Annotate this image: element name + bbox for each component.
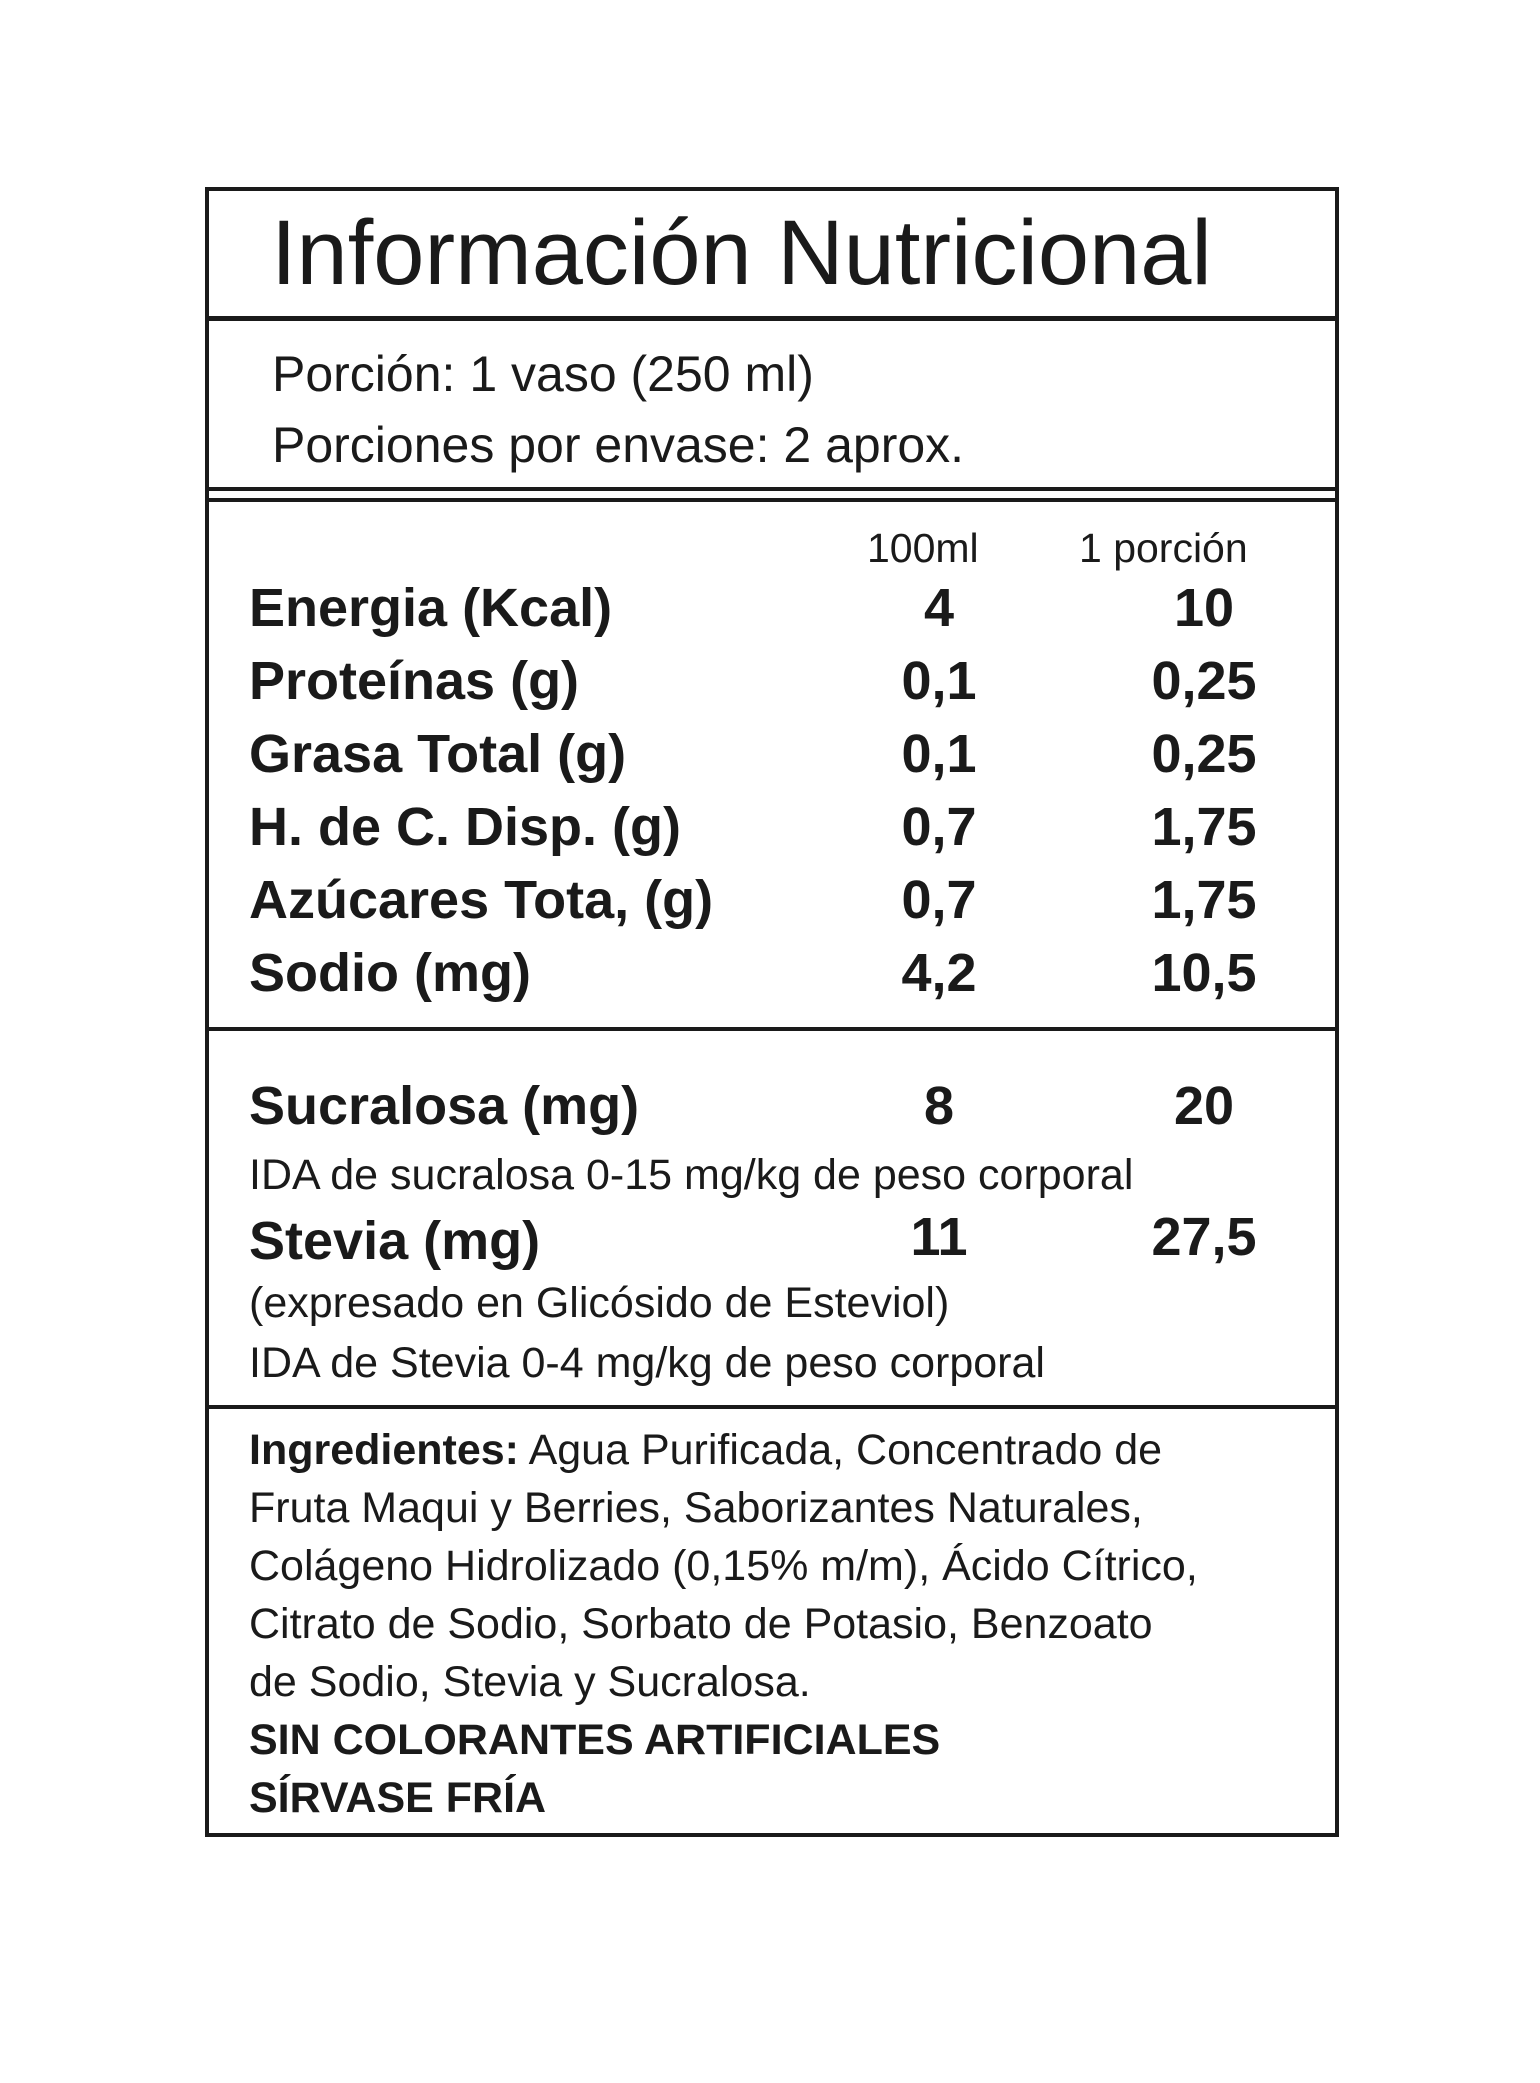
ingredients-block [249, 1421, 1319, 1827]
ingredients-line: de Sodio, Stevia y Sucralosa. [249, 1658, 811, 1706]
nutrient-value-portion: 10,5 [1151, 943, 1257, 1003]
ingredients-line: Colágeno Hidrolizado (0,15% m/m), Ácido Cítrico, [249, 1542, 1198, 1590]
serving-size: Porción: 1 vaso (250 ml) [272, 346, 814, 402]
nutrient-value-100ml: 0,7 [901, 797, 977, 857]
nutrition-label [205, 187, 1339, 1837]
nutrient-value-100ml: 0,1 [901, 724, 977, 784]
nutrient-label: Grasa Total (g) [249, 724, 627, 784]
nutrient-label: Energia (Kcal) [249, 578, 613, 638]
sweetener-label: Sucralosa (mg) [249, 1076, 640, 1136]
nutrient-value-portion: 1,75 [1151, 870, 1257, 930]
nutrient-value-portion: 0,25 [1151, 651, 1257, 711]
divider [209, 1405, 1335, 1409]
nutrient-value-100ml: 0,7 [901, 870, 977, 930]
sweetener-label: Stevia (mg) [249, 1211, 541, 1271]
stevia-expressed-note: (expresado en Glicósido de Esteviol) [249, 1279, 950, 1327]
ingredients-heading: Ingredientes: [249, 1426, 519, 1474]
ingredients-text: Agua Purificada, Concentrado de [519, 1426, 1163, 1474]
sweetener-value-portion: 20 [1173, 1076, 1235, 1136]
sweetener-value-100ml: 11 [910, 1207, 968, 1267]
serve-cold-note: SÍRVASE FRÍA [249, 1774, 547, 1822]
no-artificial-colors-note: SIN COLORANTES ARTIFICIALES [249, 1716, 941, 1764]
sweetener-value-100ml: 8 [923, 1076, 955, 1136]
nutrient-value-100ml: 4,2 [901, 943, 977, 1003]
nutrient-label: H. de C. Disp. (g) [249, 797, 681, 857]
nutrient-value-100ml: 4 [923, 578, 955, 638]
stevia-ida-note: IDA de Stevia 0-4 mg/kg de peso corporal [249, 1339, 1045, 1387]
nutrient-value-portion: 1,75 [1151, 797, 1257, 857]
ingredients-line [249, 1421, 1319, 1479]
nutrient-value-portion: 10 [1173, 578, 1235, 638]
divider [209, 498, 1335, 502]
divider [209, 316, 1335, 321]
nutrient-value-portion: 0,25 [1151, 724, 1257, 784]
sucralose-ida-note: IDA de sucralosa 0-15 mg/kg de peso corporal [249, 1151, 1134, 1199]
divider [209, 1027, 1335, 1031]
nutrient-label: Proteínas (g) [249, 651, 580, 711]
nutrient-value-100ml: 0,1 [901, 651, 977, 711]
column-header-100ml: 100ml [867, 525, 979, 571]
nutrient-label: Azúcares Tota, (g) [249, 870, 714, 930]
ingredients-line: Fruta Maqui y Berries, Saborizantes Naturales, [249, 1484, 1143, 1532]
ingredients-line: Citrato de Sodio, Sorbato de Potasio, Benzoato [249, 1600, 1153, 1648]
sweetener-value-portion: 27,5 [1151, 1207, 1257, 1267]
servings-per-pack: Porciones por envase: 2 aprox. [272, 417, 965, 473]
label-title: Información Nutricional [271, 202, 1212, 304]
nutrient-label: Sodio (mg) [249, 943, 531, 1003]
divider [209, 487, 1335, 491]
column-header-portion: 1 porción [1079, 525, 1248, 571]
